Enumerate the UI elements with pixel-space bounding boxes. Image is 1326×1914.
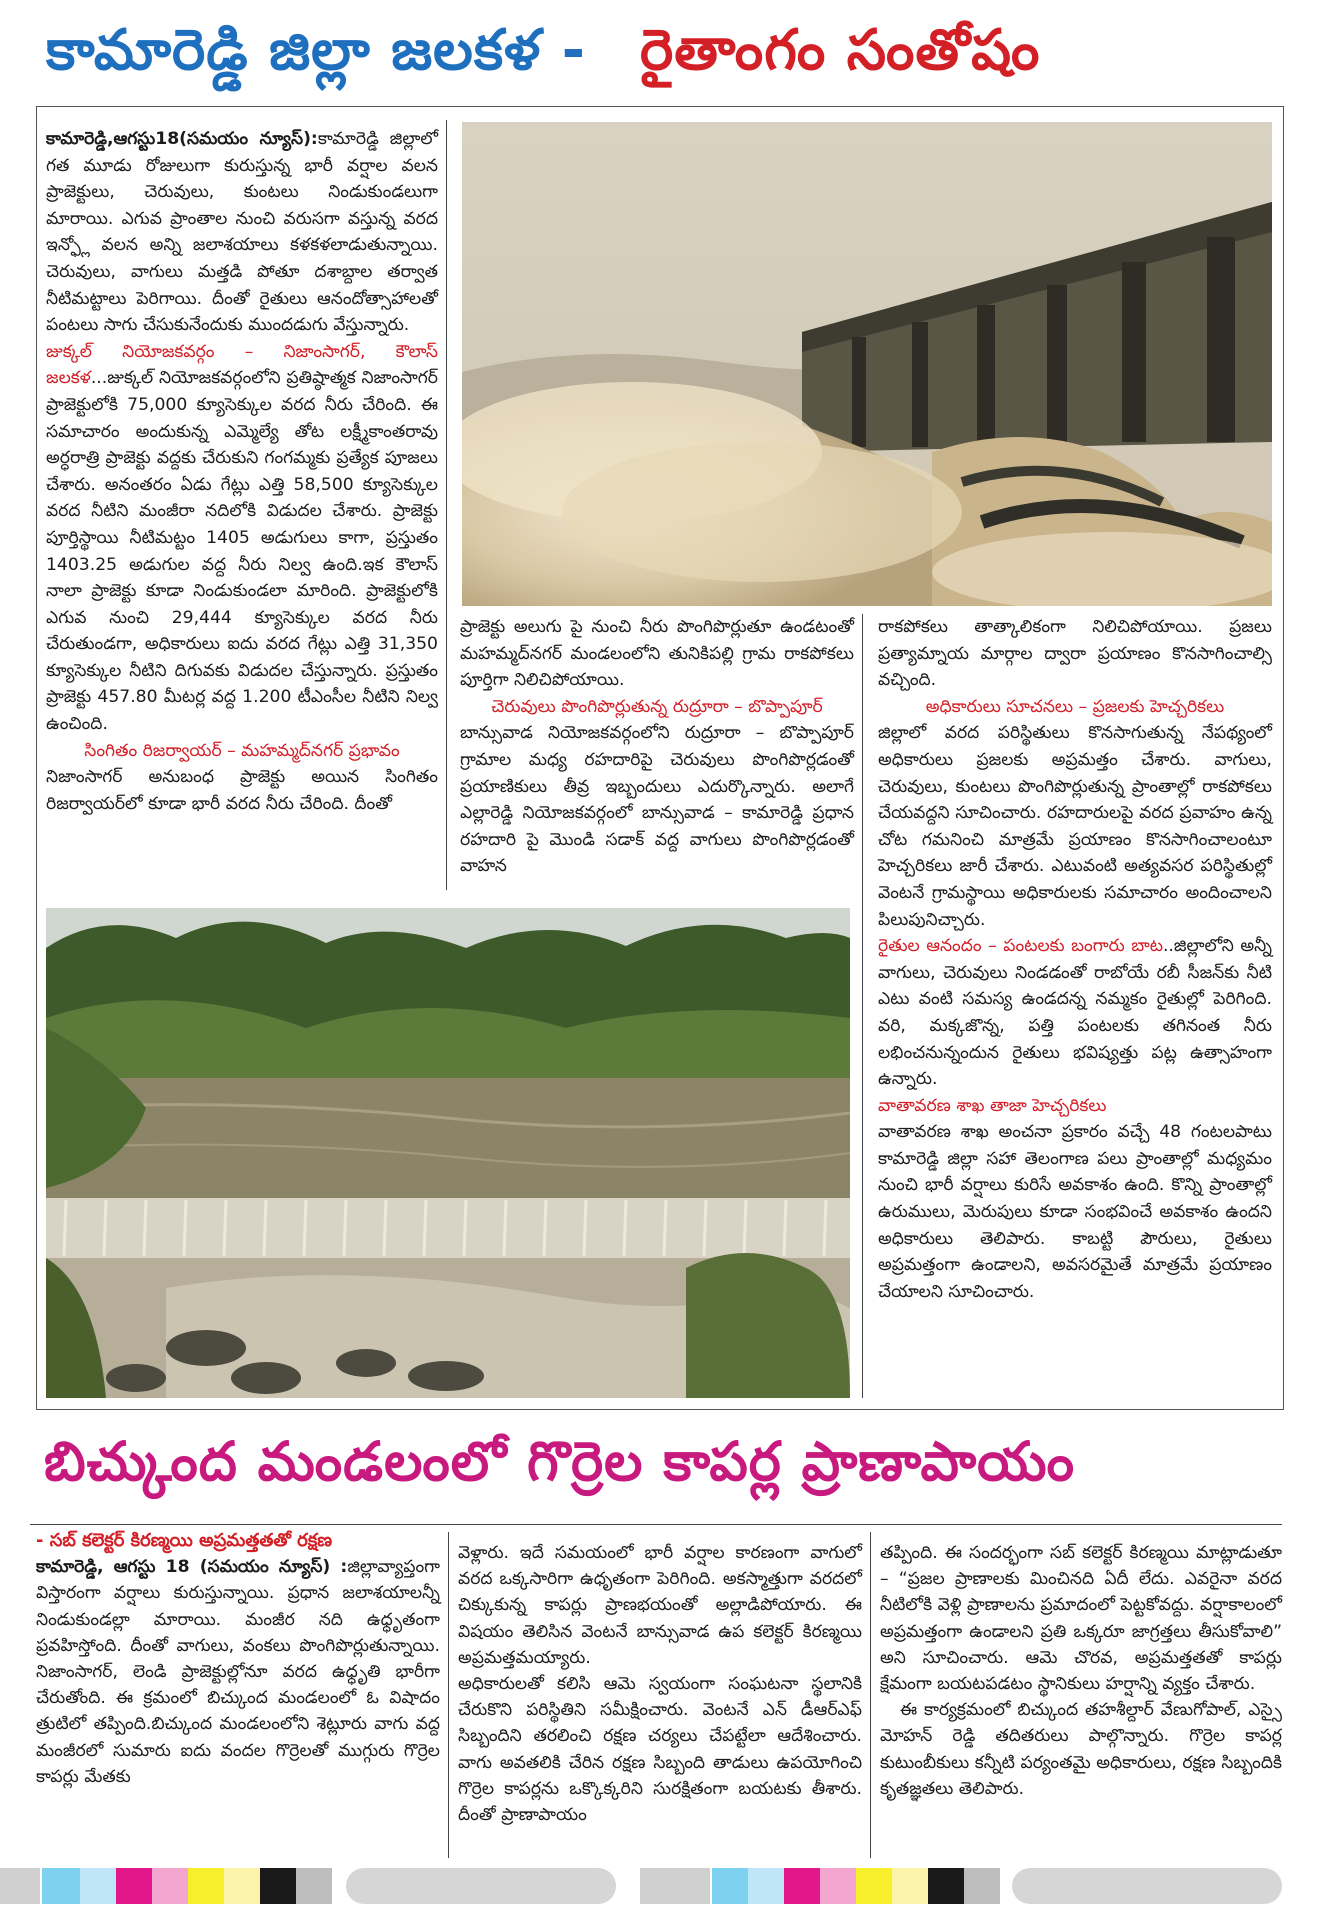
- story2-column-2: [458, 1540, 862, 1860]
- story1-subhead-rudrur: చెరువులు పొంగిపొర్లుతున్న రుద్రూరా – బొప్పాపూర్: [491, 696, 823, 717]
- story1-col2-para1: ప్రాజెక్టు అలుగు పై నుంచి నీరు పొంగిపొర్లుతూ ఉండటంతో మహమ్మద్‌నగర్ మండలంలోని తునికిపల్లి గ్రామ రాకపోకలు పూర్తిగా నిలిచిపోయాయి.: [460, 617, 854, 691]
- story1-column-1: [46, 126, 438, 886]
- story1-col2-para2: బాన్సువాడ నియోజకవర్గంలోని రుద్రూరా – బొప్పాపూర్ గ్రామాల మధ్య రహదారిపై చెరువులు పొంగిపొర్లడంతో ప్రయాణికులు తీవ్ర ఇబ్బందులు ఎదుర్కొన్నారు. అలాగే ఎల్లారెడ్డి నియోజకవర్గంలో బాన్సువాడ – కామారెడ్డి ప్రధాన రహదారి పై మొండి సడాక్ వద్ద వాగులు పొంగిపొర్లడంతో వాహన: [460, 723, 854, 877]
- story1-column-2: [460, 614, 854, 894]
- story1-col3-para4: వాతావరణ శాఖ అంచనా ప్రకారం వచ్చే 48 గంటలపాటు కామారెడ్డి జిల్లా సహా తెలంగాణ పలు ప్రాంతాల్లో మధ్యమం నుంచి భారీ వర్షాలు కురిసే అవకాశం ఉంది. కొన్ని ప్రాంతాల్లో ఉరుములు, మెరుపులు కూడా సంభవించే అవకాశం ఉందని అధికారులు తెలిపారు. కాబట్టి పౌరులు, రైతులు అప్రమత్తంగా ఉండాలని, అవసరమైతే మాత్రమే ప్రయాణం చేయాలని సూచించారు.: [878, 1122, 1272, 1302]
- story2-column-1: [36, 1528, 440, 1858]
- story1-dateline: కామారెడ్డి,ఆగస్టు18(సమయం న్యూస్):: [46, 129, 318, 149]
- overflowing-checkdam-photo: [46, 908, 850, 1398]
- story1-col1-para1: కామారెడ్డి జిల్లాలో గత మూడు రోజులుగా కురుస్తున్న భారీ వర్షాల వలన ప్రాజెక్టులు, చెరువులు, కుంటలు నిండుకుండలుగా మారాయి. ఎగువ ప్రాంతాల నుంచి వరుసగా వస్తున్న వరద ఇన్ఫ్లో వలన అన్ని జలాశయాలు కళకళలాడుతున్నాయి. చెరువులు, వాగులు మత్తడి పోతూ దశాబ్దాల తర్వాత నీటిమట్టాలు పెరిగాయి. దీంతో రైతులు ఆనందోత్సాహాలతో పంటలు సాగు చేసుకునేందుకు ముందడుగు వేస్తున్నారు.: [46, 129, 439, 336]
- column-divider: [448, 1532, 449, 1858]
- story1-headline-part2: రైతాంగం సంతోషం: [640, 18, 1041, 83]
- story2-col2-para1: వెళ్లారు. ఇదే సమయంలో భారీ వర్షాల కారణంగా వాగులో వరద ఒక్కసారిగా ఉధృతంగా పెరిగింది. అకస్మాత్తుగా వరదలో చిక్కుకున్న కాపర్లు ప్రాణభయంతో అల్లాడిపోయారు. ఈ విషయం తెలిసిన వెంటనే బాన్సువాడ ఉప కలెక్టర్ కిరణ్మయి అప్రమత్తమయ్యారు.: [458, 1543, 862, 1668]
- dam-spillway-photo: [462, 122, 1272, 606]
- story1-col3-para2: జిల్లాలో వరద పరిస్థితులు కొనసాగుతున్న నేపథ్యంలో అధికారులు ప్రజలకు అప్రమత్తం చేశారు. వాగులు, చెరువులు, కుంటలు పొంగిపొర్లుతున్న ప్రాంతాల్లో రాకపోకలు చేయవద్దని సూచించారు. రహదారులపై వరద ప్రవాహం ఉన్న చోట గమనించి మాత్రమే ప్రయాణం కొనసాగించాలంటూ హెచ్చరికలు జారీ చేశారు. ఎటువంటి అత్యవసర పరిస్థితుల్లో వెంటనే గ్రామస్థాయి అధికారులకు సమాచారం అందించాలని పిలుపునిచ్చారు.: [878, 723, 1272, 930]
- story1-col3-para3: ..జిల్లాలోని అన్నీ వాగులు, చెరువులు నిండడంతో రాబోయే రబీ సీజన్‌కు నీటి ఎటు వంటి సమస్య ఉండదన్న నమ్మకం రైతుల్లో పెరిగింది. వరి, మక్కజొన్న, పత్తి పంటలకు తగినంత నీరు లభించనున్నందున రైతులు భవిష్యత్తు పట్ల ఉత్సాహంగా ఉన్నారు.: [878, 936, 1273, 1090]
- column-divider: [862, 614, 863, 1398]
- story1-headline-part1: కామారెడ్డి జిల్లా జలకళ -: [46, 18, 586, 83]
- section-divider: [30, 1524, 1282, 1525]
- story2-column-3: [880, 1540, 1282, 1860]
- story2-col1-para1: జిల్లావ్యాప్తంగా విస్తారంగా వర్షాలు కురుస్తున్నాయి. ప్రధాన జలాశయాలన్నీ నిండుకుండల్లా మారాయి. మంజీర నది ఉధ్ధృతంగా ప్రవహిస్తోంది. దీంతో వాగులు, వంకలు పొంగిపొర్లుతున్నాయి. నిజాంసాగర్, లెండి ప్రాజెక్టుల్లోనూ వరద ఉధ్ధృతి భారీగా చేరుతోంది. ఈ క్రమంలో బిచ్కుంద మండలంలో ఓ విషాదం త్రుటిలో తప్పింది.బిచ్కుంద మండలంలోని శెట్లూరు వాగు వద్ద మంజీరలో సుమారు ఐదు వందల గొర్రెలతో ముగ్గురు గొర్రెల కాపర్లు మేతకు: [36, 1557, 440, 1787]
- story2-subheadline: - సబ్ కలెక్టర్ కిరణ్మయి అప్రమత్తతతో రక్షణ: [36, 1530, 333, 1551]
- story1-col3-para1: రాకపోకలు తాత్కాలికంగా నిలిచిపోయాయి. ప్రజలు ప్రత్యామ్నాయ మార్గాల ద్వారా ప్రయాణం కొనసాగించాల్సి వచ్చింది.: [878, 617, 1272, 691]
- story1-col1-para2: ...జుక్కల్ నియోజకవర్గంలోని ప్రతిష్ఠాత్మక నిజాంసాగర్ ప్రాజెక్టులోకి 75,000 క్యూసెక్కుల వరద నీరు చేరింది. ఈ సమాచారం అందుకున్న ఎమ్మెల్యే తోట లక్ష్మీకాంతరావు అర్ధరాత్రి ప్రాజెక్టు వద్దకు చేరుకుని గంగమ్మకు ప్రత్యేక పూజలు చేశారు. అనంతరం ఏడు గేట్లు ఎత్తి 58,500 క్యూసెక్కుల వరద నీటిని మంజీరా నదిలోకి విడుదల చేశారు. ప్రాజెక్టు పూర్తిస్థాయి నీటిమట్టం 1405 అడుగులు కాగా, ప్రస్తుతం 1403.25 అడుగుల వద్ద నీరు నిల్వ ఉంది.ఇక కౌలాస్ నాలా ప్రాజెక్టు కూడా నిండుకుండలా మారింది. ప్రాజెక్టులోకి ఎగువ నుంచి 29,444 క్యూసెక్కుల వరద నీరు చేరుతుండగా, అధికారులు ఐదు వరద గేట్లు ఎత్తి 31,350 క్యూసెక్కుల నీటిని దిగువకు విడుదల చేస్తున్నారు. ప్రస్తుతం ప్రాజెక్టు 457.80 మీటర్ల వద్ద 1.200 టీఎంసీల నీటిని నిల్వ ఉంచింది.: [46, 368, 438, 735]
- story1-subhead-officials: అధికారులు సూచనలు – ప్రజలకు హెచ్చరికలు: [925, 696, 1225, 717]
- story1-subhead-singitam: సింగితం రిజర్వాయర్ – మహమ్మద్‌నగర్ ప్రభావం: [84, 740, 400, 761]
- story2-dateline: కామారెడ్డి, ఆగస్టు 18 (సమయం న్యూస్) :: [36, 1557, 348, 1578]
- story2-col3-para1: తప్పింది. ఈ సందర్భంగా సబ్ కలెక్టర్ కిరణ్మయి మాట్లాడుతూ – “ప్రజల ప్రాణాలకు మించినది ఏదీ లేదు. ఎవరైనా వరద నీటిలోకి వెళ్లి ప్రాణాలను ప్రమాదంలో పెట్టకోవద్దు. వర్షాకాలంలో అప్రమత్తంగా ఉండాలని ప్రతి ఒక్కరూ జాగ్రత్తలు తీసుకోవాలి” అని సూచించారు. ఆమె చొరవ, అప్రమత్తతతో కాపర్లు క్షేమంగా బయటపడటం స్థానికులు హర్షాన్ని వ్యక్తం చేశారు.: [880, 1543, 1282, 1695]
- story1-col1-para3: నిజాంసాగర్ అనుబంధ ప్రాజెక్టు అయిన సింగితం రిజర్వాయర్‌లో కూడా భారీ వరద నీరు చేరింది. దీంతో: [46, 767, 438, 814]
- story1-subhead-jukkal: జుక్కల్ నియోజకవర్గం – నిజాంసాగర్, కౌలాస్ జలకళ: [46, 341, 438, 389]
- story2-headline: బిచ్కుంద మండలంలో గొర్రెల కాపర్ల ప్రాణాపాయం: [44, 1430, 1075, 1493]
- story1-column-3: [878, 614, 1272, 1404]
- story1-subhead-farmers: రైతుల ఆనందం – పంటలకు బంగారు బాట: [878, 936, 1163, 957]
- story2-col2-para2: అధికారులతో కలిసి ఆమె స్వయంగా సంఘటనా స్థలానికి చేరుకొని పరిస్థితిని సమీక్షించారు. వెంటనే ఎన్ డీఆర్ఎఫ్ సిబ్బందిని తరలించి రక్షణ చర్యలు చేపట్టేలా ఆదేశించారు. వాగు అవతలికి చేరిన రక్షణ సిబ్బంది తాడులు ఉపయోగించి గొర్రెల కాపర్లను ఒక్కొక్కరిని సురక్షితంగా బయటకు తీశారు. దీంతో ప్రాణాపాయం: [458, 1674, 862, 1826]
- column-divider: [446, 120, 447, 890]
- column-divider: [870, 1532, 871, 1858]
- story2-col3-para2: ఈ కార్యక్రమంలో బిచ్కుంద తహశీల్దార్ వేణుగోపాల్, ఎస్సై మోహన్ రెడ్డి తదితరులు పాల్గొన్నారు. గొర్రెల కాపర్ల కుటుంబీకులు కన్నీటి పర్యంతమై అధికారులు, రక్షణ సిబ్బందికి కృతజ్ఞతలు తెలిపారు.: [880, 1700, 1282, 1799]
- story1-subhead-weather: వాతావరణ శాఖ తాజా హెచ్చరికలు: [878, 1095, 1107, 1116]
